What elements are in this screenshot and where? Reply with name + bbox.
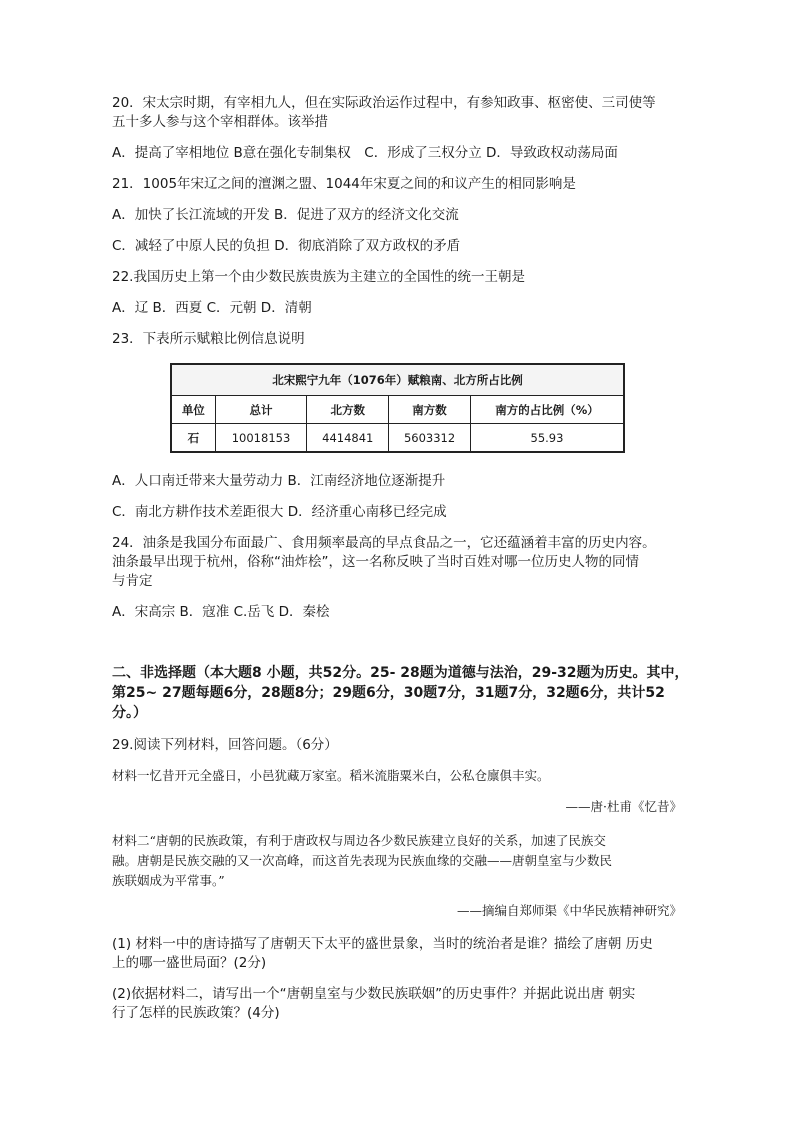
table-cell: 55.93 bbox=[470, 424, 624, 453]
q21-options-1: A．加快了长江流域的开发 B．促进了双方的经济文化交流 bbox=[112, 207, 459, 223]
table-header-cell: 南方的占比例（%） bbox=[470, 396, 624, 424]
table-header-cell: 单位 bbox=[171, 396, 215, 424]
table-header-cell: 南方数 bbox=[389, 396, 471, 424]
table-cell: 4414841 bbox=[307, 424, 389, 453]
q20-stem-line-1: 20．宋太宗时期，有宰相九人，但在实际政治运作过程中，有参知政事、枢密使、三司使等 bbox=[112, 95, 656, 111]
material1-source: ——唐·杜甫《忆昔》 bbox=[565, 799, 682, 814]
q29-sub1-line-2: 上的哪一盛世局面？(2分) bbox=[112, 955, 267, 971]
q21-stem: 21．1005年宋辽之间的澶渊之盟、1044年宋夏之间的和议产生的相同影响是 bbox=[112, 176, 576, 192]
section2-heading-line-3: 分。） bbox=[112, 705, 147, 721]
material2-line-1: 材料二“唐朝的民族政策，有利于唐政权与周边各少数民族建立良好的关系，加速了民族交 bbox=[112, 833, 606, 848]
q29-sub2-line-1: (2)依据材料二，请写出一个“唐朝皇室与少数民族联姻”的历史事件？并据此说出唐 朝实 bbox=[112, 986, 636, 1002]
q20-options: A．提高了宰相地位 B意在强化专制集权 C．形成了三权分立 D．导致政权动荡局面 bbox=[112, 145, 618, 161]
q29-stem: 29.阅读下列材料，回答问题。（6分） bbox=[112, 737, 338, 753]
table-header-cell: 总计 bbox=[215, 396, 307, 424]
q21-options-2: C．减轻了中原人民的负担 D．彻底消除了双方政权的矛盾 bbox=[112, 238, 461, 254]
section2-heading-line-1: 二、非选择题（本大题8 小题，共52分。25- 28题为道德与法治，29-32题为历史。其中， bbox=[112, 665, 689, 681]
q24-stem-line-1: 24．油条是我国分布面最广、食用频率最高的早点食品之一，它还蕴涵着丰富的历史内容。 bbox=[112, 535, 656, 551]
q22-stem: 22.我国历史上第一个由少数民族贵族为主建立的全国性的统一王朝是 bbox=[112, 269, 525, 285]
table-cell: 10018153 bbox=[215, 424, 307, 453]
q23-options-2: C．南北方耕作技术差距很大 D．经济重心南移已经完成 bbox=[112, 504, 447, 520]
table-header-row bbox=[171, 396, 624, 424]
material2-source: ——摘编自郑师渠《中华民族精神研究》 bbox=[456, 903, 682, 918]
table-cell: 5603312 bbox=[389, 424, 471, 453]
q24-stem-line-3: 与肯定 bbox=[112, 573, 153, 589]
material2-line-3: 族联姻成为平常事。” bbox=[112, 873, 225, 888]
q20-stem-line-2: 五十多人参与这个宰相群体。该举措 bbox=[112, 114, 328, 130]
section2-heading-line-2: 第25~ 27题每题6分，28题8分；29题6分，30题7分，31题7分，32题6分，共计52 bbox=[112, 685, 665, 701]
q29-sub1-line-1: (1) 材料一中的唐诗描写了唐朝天下太平的盛世景象，当时的统治者是谁？描绘了唐朝 历史 bbox=[112, 936, 653, 952]
q24-options: A．宋高宗 B．寇准 C.岳飞 D．秦桧 bbox=[112, 604, 330, 620]
table-row bbox=[171, 424, 624, 453]
table-caption: 北宋熙宁九年（1076年）赋粮南、北方所占比例 bbox=[171, 364, 624, 396]
tax-grain-table bbox=[170, 363, 625, 453]
q23-options-1: A．人口南迁带来大量劳动力 B．江南经济地位逐渐提升 bbox=[112, 473, 446, 489]
q23-stem: 23．下表所示赋粮比例信息说明 bbox=[112, 331, 305, 347]
q29-sub2-line-2: 行了怎样的民族政策？(4分) bbox=[112, 1005, 280, 1021]
q22-options: A．辽 B．西夏 C．元朝 D．清朝 bbox=[112, 300, 312, 316]
material1-text: 材料一忆昔开元全盛日，小邑犹藏万家室。稻米流脂粟米白，公私仓廪俱丰实。 bbox=[112, 768, 550, 783]
material2-line-2: 融。唐朝是民族交融的又一次高峰，而这首先表现为民族血缘的交融——唐朝皇室与少数民 bbox=[112, 853, 613, 868]
q24-stem-line-2: 油条最早出现于杭州，俗称“油炸桧”，这一名称反映了当时百姓对哪一位历史人物的同情 bbox=[112, 554, 639, 570]
table-cell: 石 bbox=[171, 424, 215, 453]
table-header-cell: 北方数 bbox=[307, 396, 389, 424]
